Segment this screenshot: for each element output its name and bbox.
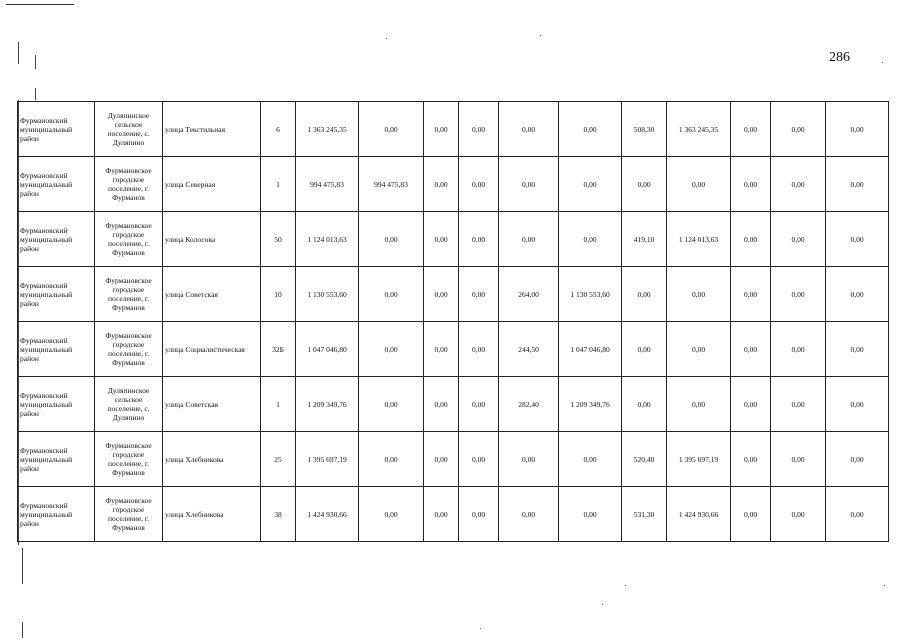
cell-value-8: 1 363 245,35 [667, 102, 731, 157]
register-table [17, 101, 889, 542]
cell-value-5: 0,00 [499, 432, 559, 487]
cell-value-10: 0,00 [771, 157, 826, 212]
cell-value-10: 0,00 [771, 487, 826, 542]
cell-value-9: 0,00 [731, 322, 771, 377]
cell-value-10: 0,00 [771, 267, 826, 322]
cell-value-10: 0,00 [771, 432, 826, 487]
cell-value-1: 1 395 697,19 [296, 432, 359, 487]
cell-value-1: 994 475,83 [296, 157, 359, 212]
cell-value-5: 0,00 [499, 102, 559, 157]
cell-value-3: 0,00 [424, 267, 459, 322]
cell-value-6: 1 209 349,76 [559, 377, 622, 432]
cell-value-2: 0,00 [359, 102, 424, 157]
cell-value-3: 0,00 [424, 487, 459, 542]
cell-value-2: 0,00 [359, 377, 424, 432]
cell-value-7: 0,00 [622, 267, 667, 322]
cell-value-7: 0,00 [622, 322, 667, 377]
cell-district: Фурмановский муниципальный район [18, 212, 95, 267]
cell-settlement: Фурмановское городское поселение, г. Фурманов [95, 267, 163, 322]
cell-value-11: 0,00 [826, 157, 889, 212]
table-row [18, 487, 889, 542]
cell-street: улица Хлебникова [163, 487, 261, 542]
table-row [18, 267, 889, 322]
page-number: 286 [829, 50, 850, 65]
cell-value-11: 0,00 [826, 322, 889, 377]
cell-value-5: 282,40 [499, 377, 559, 432]
cell-value-11: 0,00 [826, 487, 889, 542]
cell-value-6: 0,00 [559, 432, 622, 487]
cell-street: улица Советская [163, 267, 261, 322]
cell-district: Фурмановский муниципальный район [18, 322, 95, 377]
cell-settlement: Фурмановское городское поселение, г. Фурманов [95, 322, 163, 377]
cell-value-11: 0,00 [826, 212, 889, 267]
cell-street: улица Северная [163, 157, 261, 212]
table-row [18, 102, 889, 157]
cell-value-6: 1 047 046,80 [559, 322, 622, 377]
cell-house-number: 38 [261, 487, 296, 542]
cell-value-4: 0,00 [459, 102, 499, 157]
cell-value-11: 0,00 [826, 432, 889, 487]
cell-value-5: 0,00 [499, 157, 559, 212]
cell-value-10: 0,00 [771, 377, 826, 432]
cell-value-4: 0,00 [459, 377, 499, 432]
margin-mark [35, 88, 36, 100]
cell-street: улица Колосова [163, 212, 261, 267]
cell-value-8: 0,00 [667, 322, 731, 377]
cell-house-number: 6 [261, 102, 296, 157]
cell-district: Фурмановский муниципальный район [18, 157, 95, 212]
table-row [18, 377, 889, 432]
table-row [18, 212, 889, 267]
cell-value-7: 520,40 [622, 432, 667, 487]
cell-value-6: 0,00 [559, 157, 622, 212]
cell-value-1: 1 124 013,63 [296, 212, 359, 267]
cell-value-3: 0,00 [424, 322, 459, 377]
cell-district: Фурмановский муниципальный район [18, 487, 95, 542]
table-row [18, 157, 889, 212]
cell-street: улица Хлебникова [163, 432, 261, 487]
margin-mark [18, 42, 19, 64]
cell-house-number: 25 [261, 432, 296, 487]
margin-mark [35, 55, 36, 69]
cell-value-4: 0,00 [459, 487, 499, 542]
cell-value-9: 0,00 [731, 267, 771, 322]
cell-value-11: 0,00 [826, 102, 889, 157]
cell-value-7: 419,10 [622, 212, 667, 267]
cell-value-10: 0,00 [771, 102, 826, 157]
cell-value-1: 1 209 349,76 [296, 377, 359, 432]
cell-value-7: 0,00 [622, 377, 667, 432]
cell-value-10: 0,00 [771, 212, 826, 267]
cell-street: улица Текстильная [163, 102, 261, 157]
cell-house-number: 50 [261, 212, 296, 267]
cell-value-4: 0,00 [459, 322, 499, 377]
cell-value-4: 0,00 [459, 157, 499, 212]
cell-value-2: 0,00 [359, 432, 424, 487]
cell-value-8: 0,00 [667, 267, 731, 322]
cell-value-5: 264,00 [499, 267, 559, 322]
cell-value-3: 0,00 [424, 377, 459, 432]
cell-value-4: 0,00 [459, 212, 499, 267]
cell-value-5: 0,00 [499, 212, 559, 267]
cell-value-8: 0,00 [667, 377, 731, 432]
cell-value-11: 0,00 [826, 267, 889, 322]
cell-street: улица Социалистическая [163, 322, 261, 377]
cell-value-1: 1 424 930,66 [296, 487, 359, 542]
cell-value-8: 1 124 013,63 [667, 212, 731, 267]
cell-house-number: 32Б [261, 322, 296, 377]
cell-value-9: 0,00 [731, 377, 771, 432]
cell-value-3: 0,00 [424, 102, 459, 157]
cell-value-6: 0,00 [559, 487, 622, 542]
cell-value-5: 0,00 [499, 487, 559, 542]
cell-value-7: 531,30 [622, 487, 667, 542]
top-rule [6, 4, 74, 5]
cell-settlement: Фурмановское городское поселение, г. Фурманов [95, 432, 163, 487]
cell-settlement: Дуляпинское сельское поселение, с. Дуляпино [95, 377, 163, 432]
cell-settlement: Дуляпинское сельское поселение, с. Дуляпино [95, 102, 163, 157]
cell-value-7: 0,00 [622, 157, 667, 212]
cell-value-6: 0,00 [559, 212, 622, 267]
cell-value-10: 0,00 [771, 322, 826, 377]
cell-house-number: 1 [261, 157, 296, 212]
cell-value-2: 994 475,83 [359, 157, 424, 212]
cell-value-6: 1 130 553,60 [559, 267, 622, 322]
cell-house-number: 10 [261, 267, 296, 322]
cell-value-2: 0,00 [359, 267, 424, 322]
table-row [18, 432, 889, 487]
cell-value-11: 0,00 [826, 377, 889, 432]
cell-value-9: 0,00 [731, 212, 771, 267]
cell-value-9: 0,00 [731, 432, 771, 487]
cell-value-3: 0,00 [424, 212, 459, 267]
cell-settlement: Фурмановское городское поселение, г. Фурманов [95, 487, 163, 542]
table-row [18, 322, 889, 377]
cell-value-8: 1 395 697,19 [667, 432, 731, 487]
cell-value-3: 0,00 [424, 432, 459, 487]
margin-mark [22, 622, 23, 638]
cell-district: Фурмановский муниципальный район [18, 267, 95, 322]
cell-value-9: 0,00 [731, 157, 771, 212]
cell-value-1: 1 130 553,60 [296, 267, 359, 322]
cell-district: Фурмановский муниципальный район [18, 377, 95, 432]
cell-value-2: 0,00 [359, 322, 424, 377]
cell-value-1: 1 047 046,80 [296, 322, 359, 377]
cell-house-number: 1 [261, 377, 296, 432]
margin-mark [22, 548, 23, 584]
cell-value-6: 0,00 [559, 102, 622, 157]
cell-value-8: 1 424 930,66 [667, 487, 731, 542]
cell-value-4: 0,00 [459, 432, 499, 487]
cell-settlement: Фурмановское городское поселение, г. Фурманов [95, 157, 163, 212]
cell-value-8: 0,00 [667, 157, 731, 212]
cell-value-3: 0,00 [424, 157, 459, 212]
cell-district: Фурмановский муниципальный район [18, 432, 95, 487]
cell-value-9: 0,00 [731, 102, 771, 157]
cell-value-2: 0,00 [359, 212, 424, 267]
cell-value-4: 0,00 [459, 267, 499, 322]
cell-value-9: 0,00 [731, 487, 771, 542]
cell-district: Фурмановский муниципальный район [18, 102, 95, 157]
cell-street: улица Советская [163, 377, 261, 432]
cell-value-1: 1 363 245,35 [296, 102, 359, 157]
cell-value-7: 508,30 [622, 102, 667, 157]
cell-value-5: 244,50 [499, 322, 559, 377]
cell-settlement: Фурмановское городское поселение, г. Фурманов [95, 212, 163, 267]
cell-value-2: 0,00 [359, 487, 424, 542]
